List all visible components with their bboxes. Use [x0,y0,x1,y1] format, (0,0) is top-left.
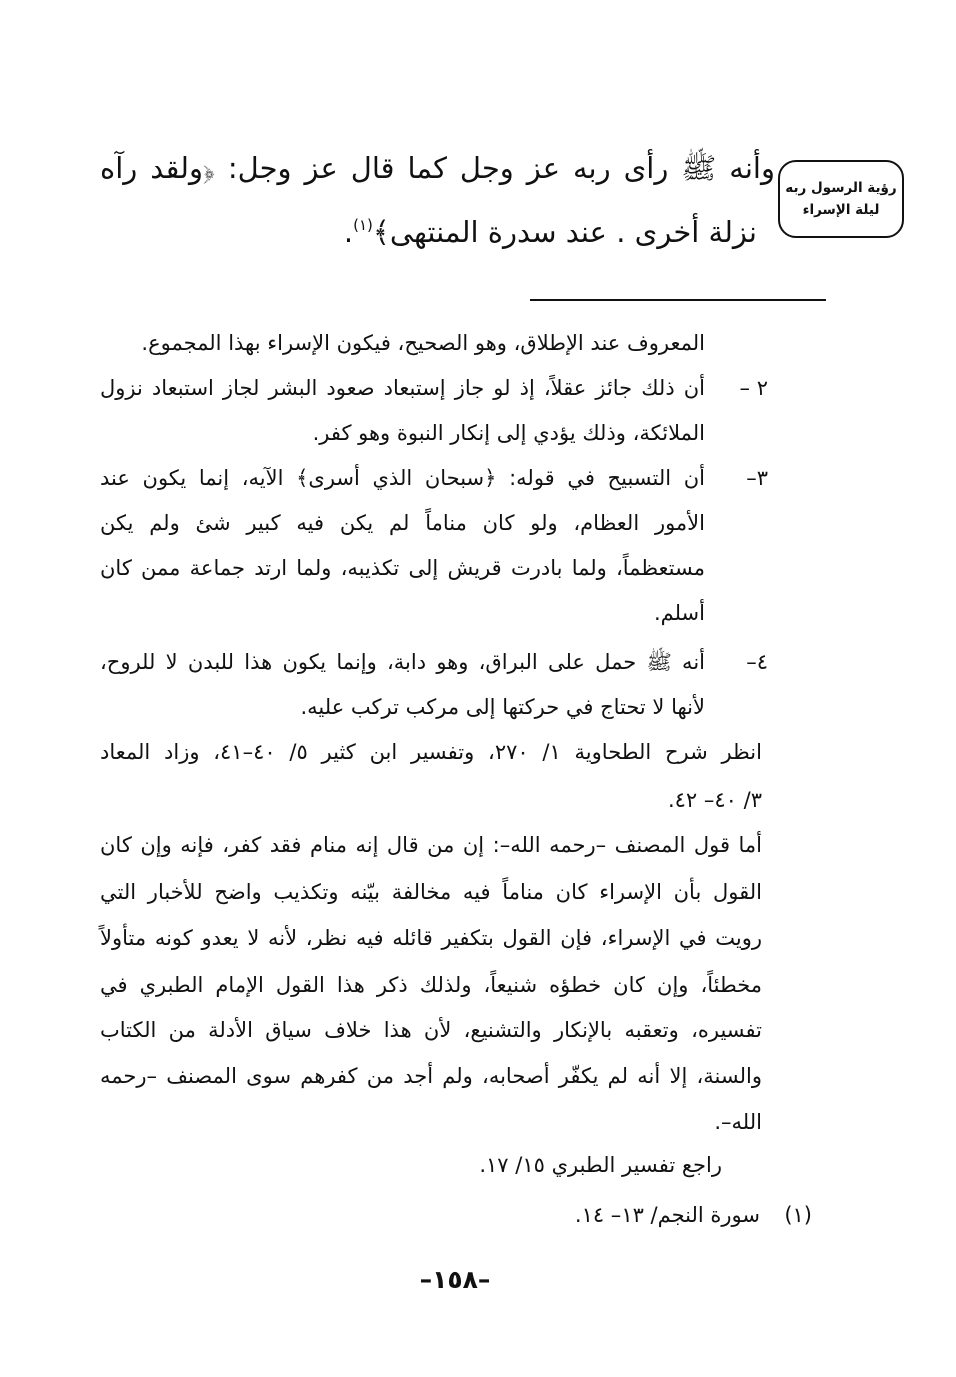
side-note-line: رؤية الرسول ربه [785,180,897,196]
footnote-line: سورة النجم/ ١٣– ١٤. [574,1203,760,1227]
item-number: ٣– [746,466,768,490]
main-text-segment: . [343,215,354,249]
footnote-line: الأمور العظام، ولو كان مناماً لم يكن فيه كبير شئ ولم يكن [100,511,705,535]
main-text-segment: نزلة أخرى . عند سدرة المنتهى﴾ [372,215,757,249]
footnote-line: القول بأن الإسراء كان مناماً فيه مخالفة بيّنه وتكذيب واضح للأخبار التي [100,880,762,904]
footnote-line: والسنة، إلا أنه لم يكفّر أصحابه، ولم أجد من كفرهم سوى المصنف –رحمه [100,1064,762,1088]
page-number: –١٥٨– [419,1265,491,1294]
footnote-line: الملائكة، وذلك يؤدي إلى إنكار النبوة وهو كفر. [312,421,705,445]
footnote-separator-rule [530,299,826,301]
item-number: ٤– [746,650,768,674]
item-number: ٢ – [739,376,768,400]
side-note-line: ليلة الإسراء [802,202,880,218]
footnote-line: مخطئاً، وإن كان خطؤه شنيعاً، ولذلك ذكر هذا القول الإمام الطبري في [100,973,762,997]
footnote-line: راجع تفسير الطبري ١٥/ ١٧. [479,1153,722,1177]
footnote-line: ٣/ ٤٠– ٤٢. [667,788,762,812]
footnote-line: رويت في الإسراء، فإن القول بتكفير قائله فيه نظر، لأنه لا يعدو كونه متأولاً [100,926,762,950]
main-text-line [157,210,757,254]
footnote-line: تفسيره، وتعقبه بالإنكار والتشنيع، لأن هذا خلاف سياق الأدلة من الكتاب [100,1018,762,1042]
footnote-line: أنه ﷺ حمل على البراق، وهو دابة، وإنما يكون هذا للبدن لا للروح، [100,650,705,674]
footnote-line: أن التسبيح في قوله: ﴿سبحان الذي أسرى﴾ الآيه، إنما يكون عند [100,466,705,490]
main-text-line: وأنه ﷺ رأى ربه عز وجل كما قال عز وجل: ﴿ولقد رآه [100,151,775,185]
footnote-reference: (١) [353,216,373,234]
footnote-line: أما قول المصنف –رحمه الله–: إن من قال إنه منام فقد كفر، فإنه وإن كان [100,833,762,857]
footnote-marker: (١) [784,1203,812,1227]
footnote-line: انظر شرح الطحاوية ١/ ٢٧٠، وتفسير ابن كثير ٥/ ٤٠–٤١، وزاد المعاد [100,740,762,764]
footnote-line: المعروف عند الإطلاق، وهو الصحيح، فيكون الإسراء بهذا المجموع. [141,331,705,355]
side-note-box [778,160,904,238]
footnote-line: الله–. [714,1110,762,1134]
footnote-line: أسلم. [653,601,705,625]
footnote-line: لأنها لا تحتاج في حركتها إلى مركب تركب عليه. [300,695,705,719]
footnote-line: أن ذلك جائز عقلاً، إذ لو جاز إستبعاد صعود البشر لجاز استبعاد نزول [100,376,705,400]
footnote-line: مستعظماً، ولما بادرت قريش إلى تكذيبه، ولما ارتد جماعة ممن كان [100,556,705,580]
